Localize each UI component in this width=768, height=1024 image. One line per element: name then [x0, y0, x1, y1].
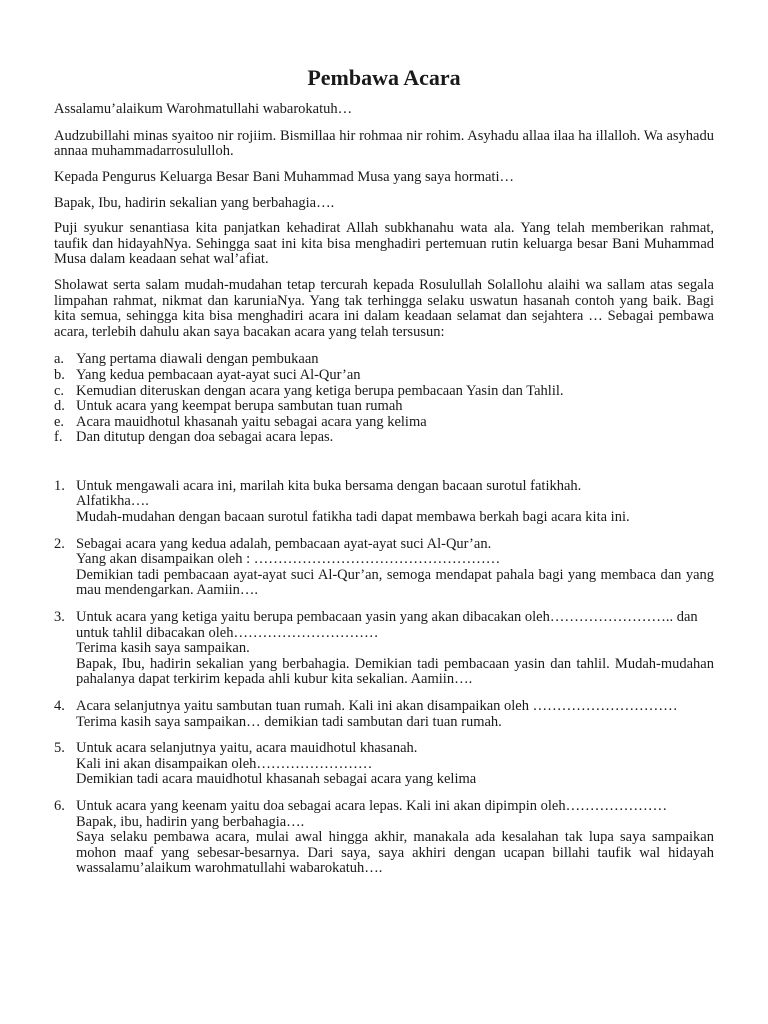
program-step	[54, 799, 714, 877]
step-line: Untuk mengawali acara ini, marilah kita buka bersama dengan bacaan surotul fatikhah.	[76, 477, 582, 494]
step-number: 6.	[54, 797, 65, 814]
step-line: Untuk acara selanjutnya yaitu, acara mauidhotul khasanah.	[76, 740, 418, 757]
agenda-item	[54, 430, 714, 446]
step-number: 5.	[54, 740, 65, 757]
step-line: Kali ini akan disampaikan oleh……………………	[76, 755, 373, 772]
agenda-item	[54, 415, 714, 431]
step-line: Saya selaku pembawa acara, mulai awal hingga akhir, manakala ada kesalahan tak lupa saya sampaikan mohon maaf yang sebesar-besarnya. Dari saya, saya akhiri dengan ucapan billahi taufik wal hidayah wassalamu’alaikum warohmatullahi wabarokatuh….	[76, 829, 714, 877]
agenda-marker: e.	[54, 413, 65, 430]
agenda-marker: f.	[54, 429, 63, 446]
step-number: 2.	[54, 535, 65, 552]
program-step	[54, 537, 714, 599]
audience-greeting-paragraph: Bapak, Ibu, hadirin sekalian yang berbahagia….	[54, 194, 335, 211]
step-line: Demikian tadi pembacaan ayat-ayat suci Al-Qur’an, semoga mendapat pahala bagi yang membaca dan yang mau mendengarkan. Aamiin….	[76, 566, 714, 599]
agenda-text: Yang pertama diawali dengan pembukaan	[76, 351, 319, 368]
agenda-text: Yang kedua pembacaan ayat-ayat suci Al-Qur’an	[76, 366, 361, 383]
program-step	[54, 699, 714, 730]
agenda-text: Dan ditutup dengan doa sebagai acara lepas.	[76, 429, 334, 446]
step-line: Untuk acara yang ketiga yaitu berupa pembacaan yasin yang akan dibacakan oleh…………………….. dan untuk tahlil dibacakan oleh…………………………	[76, 609, 698, 641]
agenda-item	[54, 368, 714, 384]
program-step	[54, 479, 714, 526]
step-number: 1.	[54, 477, 65, 494]
gratitude-paragraph: Puji syukur senantiasa kita panjatkan kehadirat Allah subkhanahu wata ala. Yang telah memberikan rahmat, taufik dan hidayahNya. Sehingga saat ini kita bisa menghadiri pertemuan rutin keluarga besar Bani Muhammad Musa dalam keadaan sehat wal’afiat.	[54, 220, 714, 268]
agenda-item	[54, 384, 714, 400]
program-steps	[54, 479, 714, 877]
agenda-text: Kemudian diteruskan dengan acara yang ketiga berupa pembacaan Yasin dan Tahlil.	[76, 382, 564, 399]
step-line: Terima kasih saya sampaikan.	[76, 640, 250, 657]
agenda-marker: d.	[54, 398, 65, 415]
step-line: Yang akan disampaikan oleh : ……………………………………………	[76, 551, 501, 568]
step-line: Demikian tadi acara mauidhotul khasanah sebagai acara yang kelima	[76, 771, 477, 788]
program-step	[54, 610, 714, 688]
step-line: Bapak, Ibu, hadirin sekalian yang berbahagia. Demikian tadi pembacaan yasin dan tahlil. Mudah-mudahan pahalanya dapat terkirim kepada ahli kubur kita sekalian. Aamiin….	[76, 655, 714, 688]
program-step	[54, 741, 714, 788]
agenda-list	[54, 352, 714, 446]
address-paragraph: Kepada Pengurus Keluarga Besar Bani Muhammad Musa yang saya hormati…	[54, 168, 514, 185]
sholawat-paragraph: Sholawat serta salam mudah-mudahan tetap tercurah kepada Rosulullah Solallohu alaihi wa sallam atas segala limpahan rahmat, nikmat dan karuniaNya. Yang tak terhingga selaku uswatun hasanah contoh yang baik. Bagi kita semua, sehingga kita bisa menghadiri acara ini dalam keadaan selamat dan sejahtera … Sebagai pembawa acara, terlebih dahulu akan saya bacakan acara yang telah tersusun:	[54, 276, 714, 340]
agenda-text: Acara mauidhotul khasanah yaitu sebagai acara yang kelima	[76, 413, 427, 430]
agenda-item	[54, 352, 714, 368]
greeting-paragraph: Assalamu’alaikum Warohmatullahi wabarokatuh…	[54, 101, 353, 118]
step-number: 3.	[54, 609, 65, 626]
agenda-marker: c.	[54, 382, 65, 399]
document-title: Pembawa Acara	[307, 65, 461, 90]
agenda-marker: b.	[54, 366, 65, 383]
agenda-text: Untuk acara yang keempat berupa sambutan tuan rumah	[76, 398, 403, 415]
step-line: Untuk acara yang keenam yaitu doa sebagai acara lepas. Kali ini akan dipimpin oleh…………………	[76, 797, 668, 814]
step-line: Alfatikha….	[76, 493, 149, 510]
opening-prayer-paragraph: Audzubillahi minas syaitoo nir rojiim. Bismillaa hir rohmaa nir rohim. Asyhadu allaa ilaa ha illalloh. Wa asyhadu annaa muhammadarrosululloh.	[54, 127, 714, 160]
step-line: Mudah-mudahan dengan bacaan surotul fatikha tadi dapat membawa berkah bagi acara kita ini.	[76, 509, 630, 526]
agenda-item	[54, 399, 714, 415]
step-line: Acara selanjutnya yaitu sambutan tuan rumah. Kali ini akan disampaikan oleh …………………………	[76, 698, 678, 714]
step-line: Sebagai acara yang kedua adalah, pembacaan ayat-ayat suci Al-Qur’an.	[76, 535, 492, 552]
agenda-marker: a.	[54, 351, 65, 368]
step-line: Terima kasih saya sampaikan… demikian tadi sambutan dari tuan rumah.	[76, 713, 502, 730]
step-number: 4.	[54, 698, 65, 714]
step-line: Bapak, ibu, hadirin yang berbahagia….	[76, 813, 305, 830]
